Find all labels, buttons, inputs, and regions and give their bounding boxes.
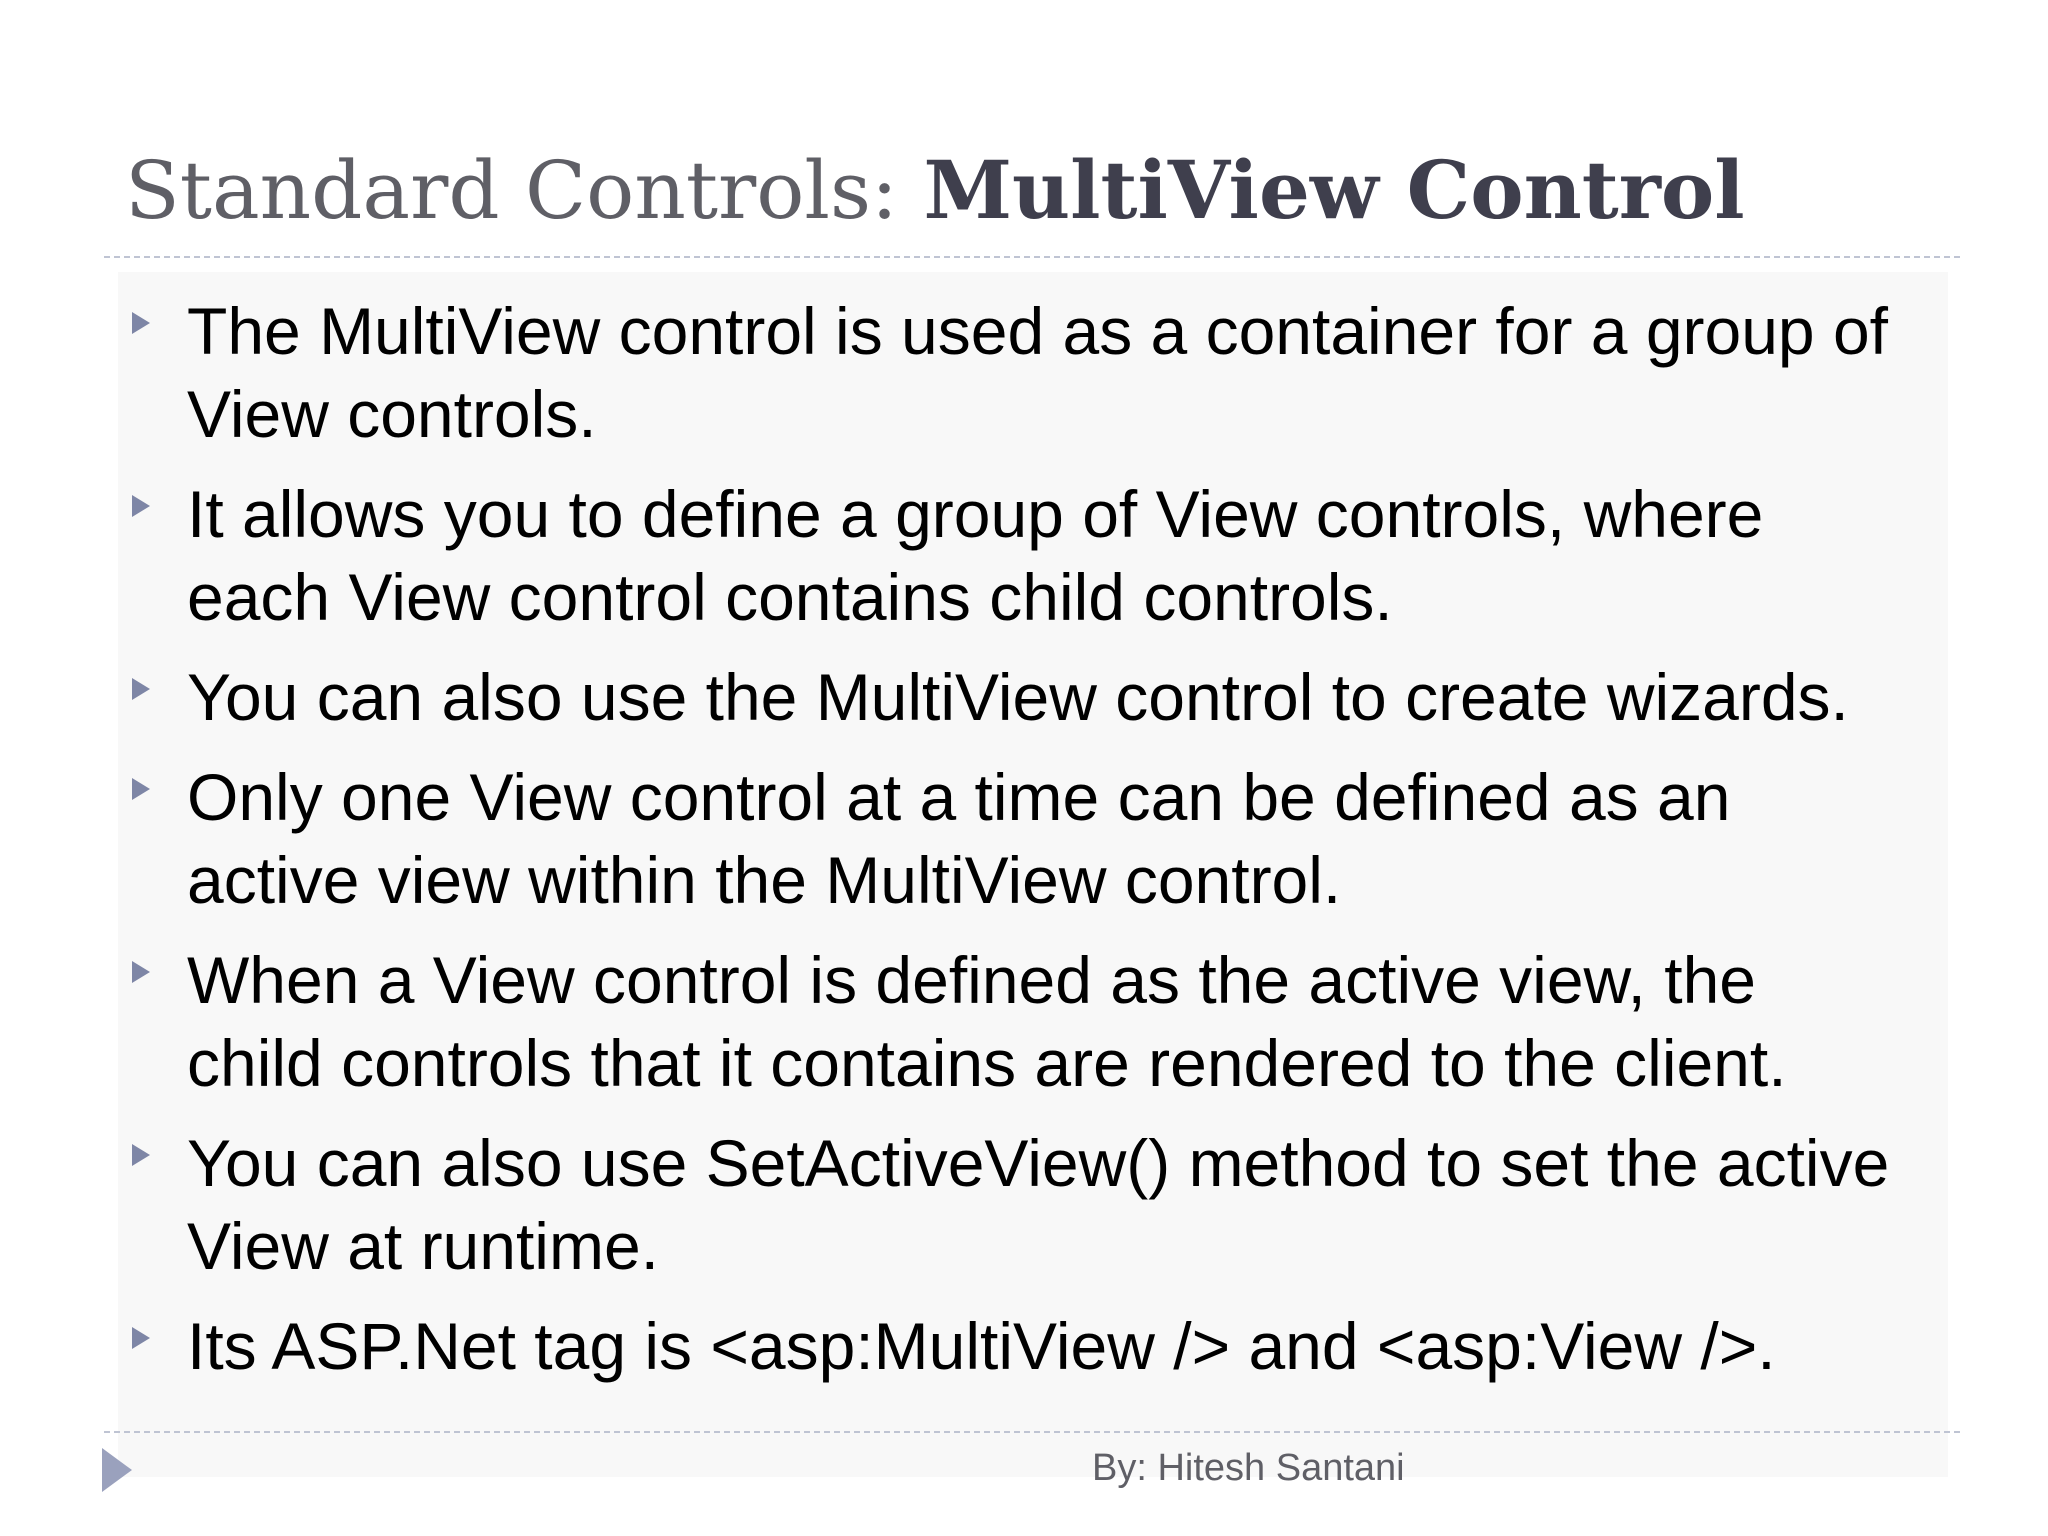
footer-author: By: Hitesh Santani: [1092, 1447, 1405, 1489]
bullet-item: [120, 290, 1910, 456]
bullet-text: Only one View control at a time can be defined as an active view within the MultiView control.: [187, 760, 1731, 917]
bullet-item: [120, 1122, 1910, 1288]
bullet-item: [120, 1305, 1910, 1388]
triangle-right-icon: [132, 678, 150, 700]
bullet-text: You can also use SetActiveView() method to set the active View at runtime.: [187, 1126, 1890, 1283]
triangle-right-icon: [132, 1327, 150, 1349]
bullet-item: [120, 939, 1910, 1105]
triangle-right-icon: [132, 312, 150, 334]
triangle-right-icon: [132, 961, 150, 983]
footer-triangle-icon: [102, 1448, 132, 1492]
bullet-text: When a View control is defined as the active view, the child controls that it contains are rendered to the client.: [187, 943, 1787, 1100]
bullet-text: Its ASP.Net tag is <asp:MultiView /> and <asp:View />.: [187, 1309, 1776, 1383]
bullet-item: [120, 756, 1910, 922]
title-prefix: Standard Controls:: [125, 144, 924, 237]
bullet-text: It allows you to define a group of View controls, where each View control contains child controls.: [187, 477, 1764, 634]
bullet-text: You can also use the MultiView control to create wizards.: [187, 660, 1849, 734]
triangle-right-icon: [132, 495, 150, 517]
bullet-item: [120, 656, 1910, 739]
footer-divider: [104, 1431, 1960, 1433]
triangle-right-icon: [132, 1144, 150, 1166]
bullet-text: The MultiView control is used as a container for a group of View controls.: [187, 294, 1889, 451]
bullet-list: [120, 290, 1910, 1405]
slide-title: [125, 143, 1745, 237]
triangle-right-icon: [132, 778, 150, 800]
title-divider: [104, 256, 1960, 258]
title-bold: MultiView Control: [923, 143, 1745, 237]
bullet-item: [120, 473, 1910, 639]
